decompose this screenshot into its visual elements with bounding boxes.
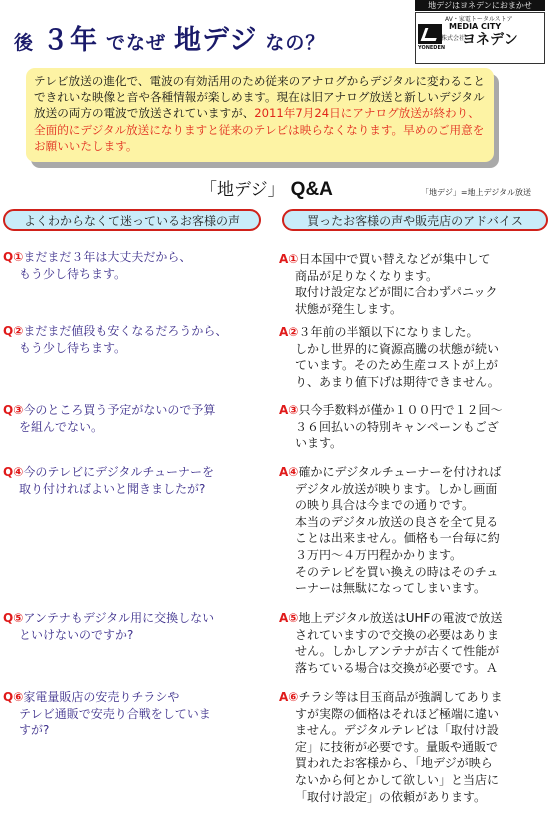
question-3 <box>3 402 268 435</box>
answer-text: ３年前の半額以下になりました。 しかし世界的に資源高騰の状態が続い ています。そのため生産コストが上が り、あまり値下げは期待できません。 <box>295 325 500 389</box>
answer-marker: A② <box>279 325 299 339</box>
answer-marker: A④ <box>279 465 299 479</box>
store-logo <box>415 0 545 62</box>
question-text: まだまだ３年は大丈夫だから、 もう少し待ちます。 <box>19 250 192 281</box>
logo-yoneden: YONEDEN <box>418 45 446 51</box>
customer-voice-header: よくわからなくて迷っているお客様の声 <box>3 209 261 231</box>
question-marker: Q① <box>3 250 24 264</box>
logo-av-line: AV・家電トータルストア <box>445 16 513 23</box>
title-prefix: 後 <box>14 32 35 54</box>
logo-slogan: 地デジはヨネデンにおまかせ <box>415 0 545 11</box>
title-middle: でなぜ <box>105 32 166 54</box>
advice-header: 買ったお客様の声や販売店のアドバイス <box>282 209 548 231</box>
question-marker: Q⑤ <box>3 611 24 625</box>
answer-marker: A⑤ <box>279 611 299 625</box>
logo-emblem-icon <box>418 24 442 44</box>
answer-4 <box>279 464 547 597</box>
question-text: 今のところ買う予定がないので予算 を組んでない。 <box>19 403 216 434</box>
answer-5 <box>279 610 547 676</box>
qa-heading-label: 「地デジ」 <box>200 180 285 200</box>
logo-media-city: MEDIA CITY <box>449 22 502 31</box>
title-years: ３年 <box>41 25 98 56</box>
title-chideji: 地デジ <box>173 25 258 56</box>
question-2 <box>3 323 268 356</box>
qa-footnote: 「地デジ」=地上デジタル放送 <box>421 188 532 197</box>
answer-2 <box>279 324 547 390</box>
question-4 <box>3 464 268 497</box>
answer-marker: A③ <box>279 403 299 417</box>
question-text: 家電量販店の安売りチラシや テレビ通販で安売り合戦をしていま すが? <box>19 690 211 738</box>
intro-notice <box>26 68 494 162</box>
intro-text: テレビ放送の進化で、電波の有効活用のため従来のアナログからデジタルに変わることできれいな映像と音や各種情報が楽しめます。現在は旧アナログ放送と新しいデジタル放送の両方の電波で放送されていますが、 <box>34 74 485 121</box>
question-6 <box>3 689 268 739</box>
question-text: まだまだ値段も安くなるだろうから、 もう少し待ちます。 <box>19 324 228 355</box>
answer-text: 日本国中で買い替えなどが集中して 商品が足りなくなります。 取付け設定などが間に合わずパニック 状態が発生します。 <box>295 252 498 316</box>
question-marker: Q⑥ <box>3 690 24 704</box>
question-marker: Q③ <box>3 403 24 417</box>
answer-1 <box>279 251 547 317</box>
question-marker: Q② <box>3 324 24 338</box>
answer-text: 地上デジタル放送はUHFの電波で放送 されていますので交換の必要はありま せん。しかしアンテナが古くて性能が 落ちている場合は交換が必要です。Ａ <box>295 611 503 675</box>
qa-heading <box>200 175 333 201</box>
question-text: アンテナもデジタル用に交換しない といけないのですか? <box>19 611 215 642</box>
qa-heading-qa: Q&A <box>290 179 333 200</box>
answer-text: 只今手数料が僅か１００円で１２回～ ３６回払いの特別キャンペーンもござ います。 <box>295 403 503 451</box>
logo-store-name: ヨネデン <box>462 32 518 48</box>
logo-company-type: 株式会社 <box>441 35 466 42</box>
answer-text: 確かにデジタルチューナーを付ければ デジタル放送が映ります。しかし画面 の映り具合は今までの通りです。 本当のデジタル放送の良さを全て見る ことは出来ません。価格も一台毎に約 ３万円～４万円程かかります。 そのテレビを買い換えの時はそのチュ ーナーは無駄になってしまいます。 <box>295 465 502 596</box>
answer-marker: A① <box>279 252 299 266</box>
answer-3 <box>279 402 547 452</box>
answer-marker: A⑥ <box>279 690 299 704</box>
question-1 <box>3 249 268 282</box>
answer-6 <box>279 689 547 805</box>
question-marker: Q④ <box>3 465 24 479</box>
question-5 <box>3 610 268 643</box>
answer-text: チラシ等は目玉商品が強調してありま すが実際の価格はそれほど極端に違い ません。デジタルテレビは「取付け設 定」に技術が必要です。量販や通販で 買われたお客様から、「地デジが映ら ないから何とかして欲しい」と当店に 「取付け設定」の依頼があります。 <box>295 690 503 804</box>
question-text: 今のテレビにデジタルチューナーを 取り付ければよいと聞きましたが? <box>19 465 215 496</box>
page-title <box>14 18 325 57</box>
title-suffix: なの？ <box>265 32 326 54</box>
intro-warning-text: 2011年7月24日にアナログ放送が終わり、全面的にデジタル放送になりますと従来のテレビは映らなくなります。早めのご用意をお願いいたします。 <box>34 106 485 153</box>
